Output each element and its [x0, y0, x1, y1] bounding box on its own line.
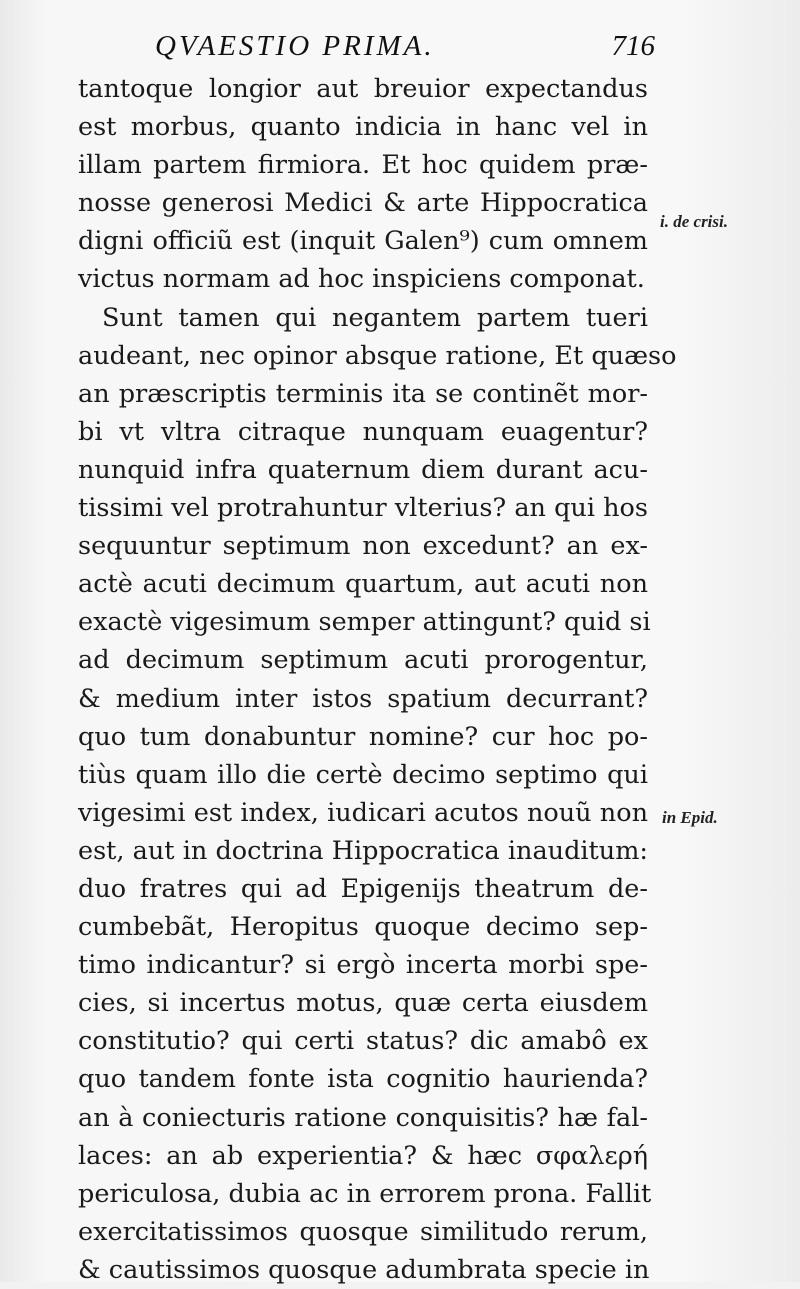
- text-line-7: Sunt tamen qui negantem partem tueri: [102, 302, 648, 333]
- text-line-31: exercitatissimos quosque similitudo rerum,: [78, 1216, 648, 1247]
- text-line-14: actè acuti decimum quartum, aut acuti non: [78, 569, 648, 600]
- marginal-note-epidemics: in Epid.: [662, 808, 718, 827]
- text-line-25: cies, si incertus motus, quæ certa eiusdem: [78, 988, 648, 1019]
- text-line-30: periculosa, dubia ac in errorem prona. Fallit: [78, 1178, 652, 1209]
- running-head: [155, 30, 655, 70]
- page-number: 716: [611, 30, 655, 62]
- text-line-20: vigesimi est index, iudicari acutos nouũ non: [78, 797, 648, 828]
- text-line-3: illam partem firmiora. Et hoc quidem præ-: [78, 150, 648, 181]
- text-line-15: exactè vigesimum semper attingunt? quid si: [78, 607, 651, 638]
- text-line-16: ad decimum septimum acuti prorogentur,: [78, 645, 648, 676]
- text-line-4: nosse generosi Medici & arte Hippocratica: [78, 188, 648, 219]
- text-line-23: cumbebãt, Heropitus quoque decimo sep-: [78, 912, 648, 943]
- text-line-32: & cautissimos quosque adumbrata specie in: [78, 1254, 650, 1285]
- text-line-6: victus normam ad hoc inspiciens componat.: [78, 264, 645, 295]
- text-line-28: an à coniecturis ratione conquisitis? hæ fal-: [78, 1102, 648, 1133]
- text-line-18: quo tum donabuntur nomine? cur hoc po-: [78, 721, 648, 752]
- text-line-17: & medium inter istos spatium decurrant?: [78, 683, 648, 714]
- text-line-9: an præscriptis terminis ita se continẽt mor-: [78, 378, 648, 409]
- text-line-21: est, aut in doctrina Hippocratica inauditum:: [78, 835, 648, 866]
- running-title: QVAESTIO PRIMA.: [155, 30, 435, 62]
- text-line-10: bi vt vltra citraque nunquam euagentur?: [78, 416, 648, 447]
- marginal-note-galen: i. de crisi.: [660, 212, 728, 231]
- text-line-26: constitutio? qui certi status? dic amabô ex: [78, 1026, 648, 1057]
- ink-bleed-through: [95, 1205, 185, 1233]
- text-line-8: audeant, nec opinor absque ratione, Et quæso: [78, 340, 677, 371]
- text-line-19: tiùs quam illo die certè decimo septimo qui: [78, 759, 648, 790]
- text-line-1: tantoque longior aut breuior expectandus: [78, 74, 648, 104]
- text-line-12: tissimi vel protrahuntur vlterius? an qui hos: [78, 493, 648, 524]
- text-line-13: sequuntur septimum non excedunt? an ex-: [78, 531, 648, 562]
- text-line-27: quo tandem fonte ista cognitio haurienda?: [78, 1064, 648, 1095]
- text-line-24: timo indicantur? si ergò incerta morbi spe-: [78, 950, 648, 981]
- text-line-2: est morbus, quanto indicia in hanc vel in: [78, 112, 648, 143]
- text-line-11: nunquid infra quaternum diem durant acu-: [78, 454, 648, 485]
- text-line-5: digni officiũ est (inquit Galen⁹) cum omnem: [78, 226, 648, 257]
- body-text: [78, 70, 677, 1289]
- text-line-22: duo fratres qui ad Epigenijs theatrum de-: [78, 873, 648, 904]
- text-line-29: laces: an ab experientia? & hæc σφαλερή: [78, 1140, 648, 1171]
